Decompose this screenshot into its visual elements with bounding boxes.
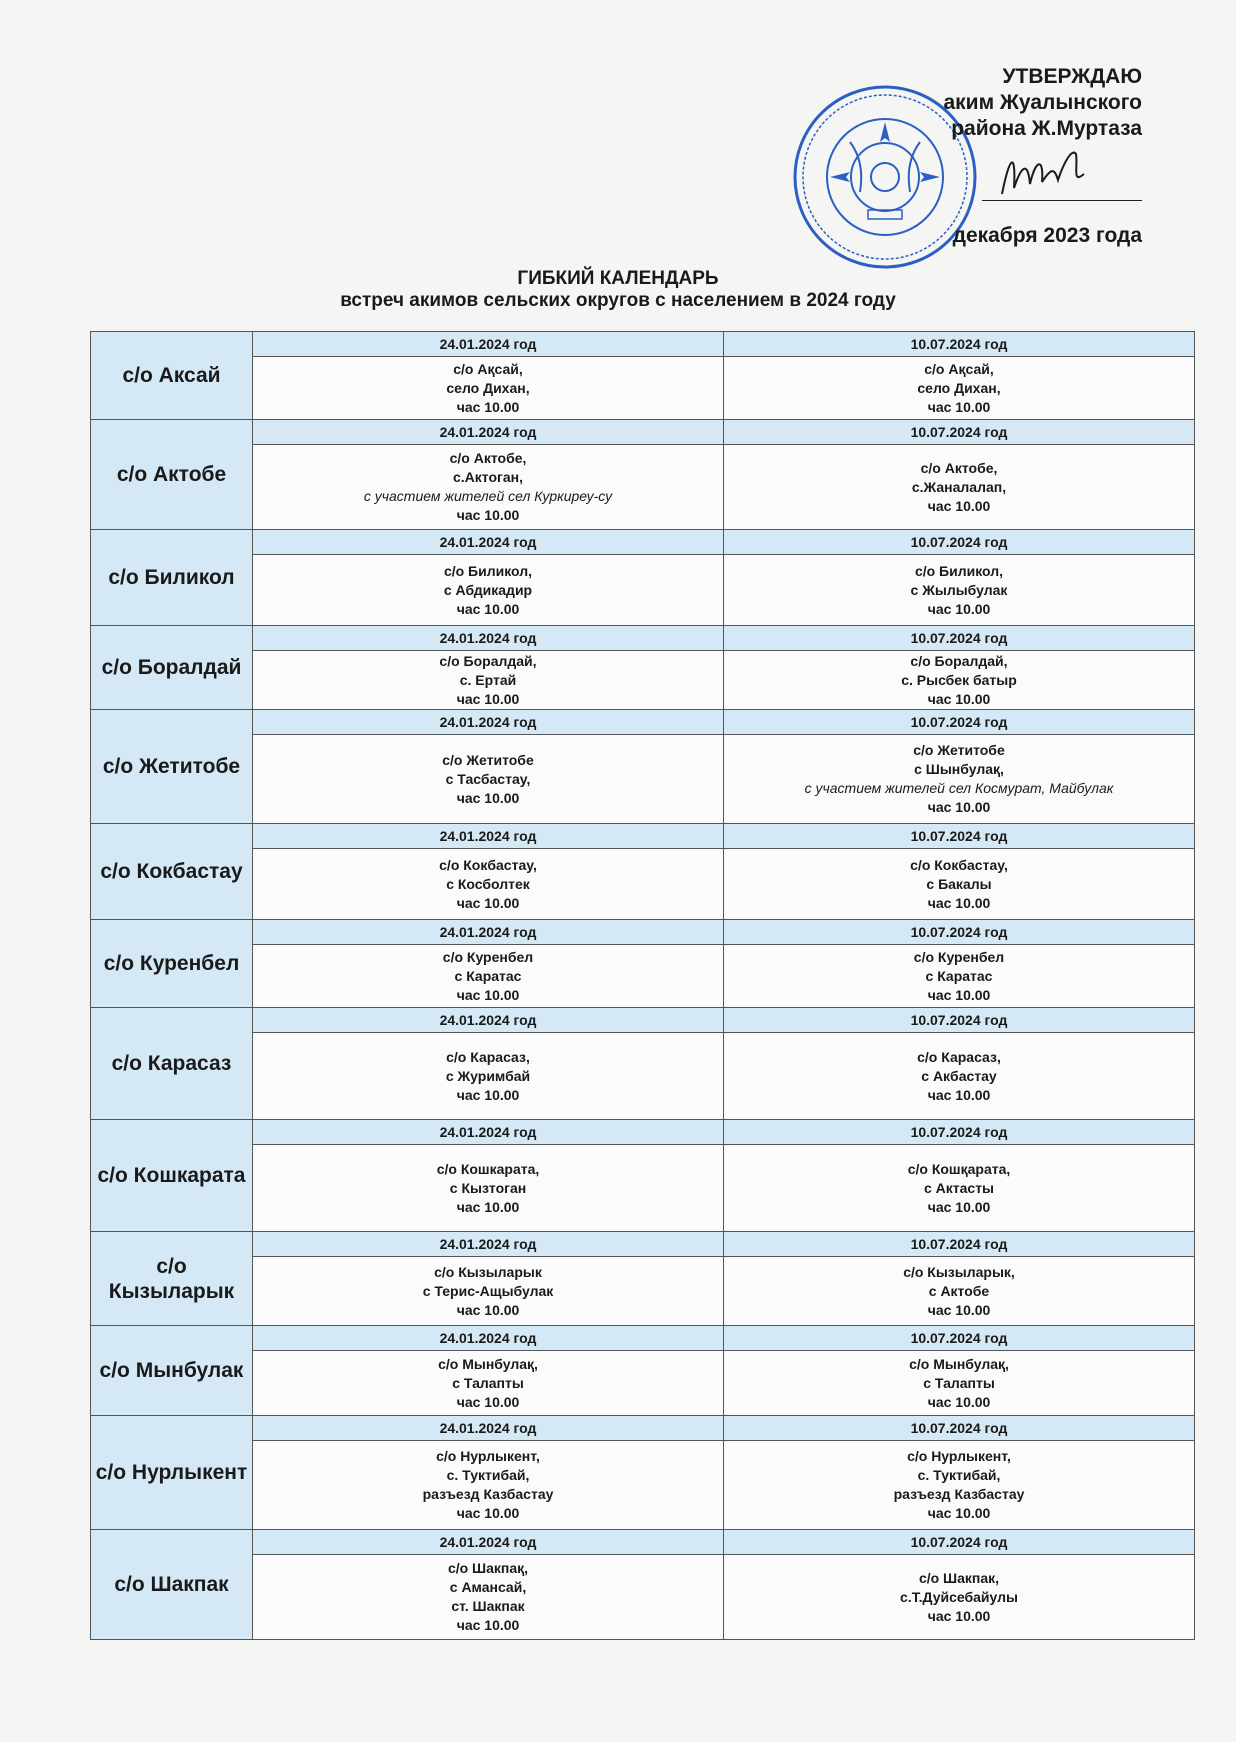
location-line: час 10.00 <box>456 1301 520 1318</box>
approval-block <box>943 64 1142 249</box>
district-name: с/о Кокбастау <box>91 824 253 920</box>
location-line: с/о Актобе, <box>920 459 998 476</box>
location-line: с.Актоган, <box>453 469 523 485</box>
location-line: с/о Мынбулақ, <box>909 1355 1009 1372</box>
table-row <box>91 1257 1195 1326</box>
meeting-location <box>253 1257 724 1326</box>
meeting-location <box>253 1351 724 1416</box>
location-line: с Кызтоган <box>449 1179 527 1196</box>
meeting-date: 24.01.2024 год <box>253 920 724 945</box>
meeting-location <box>253 1145 724 1232</box>
district-name: с/о Карасаз <box>91 1008 253 1120</box>
location-line: с/о Кызыларык, <box>903 1263 1015 1280</box>
location-line: час 10.00 <box>927 600 991 617</box>
meeting-location <box>724 445 1195 530</box>
table-row <box>91 945 1195 1008</box>
meeting-location <box>724 1351 1195 1416</box>
meeting-location <box>253 1555 724 1640</box>
district-name: с/о Кошкарата <box>91 1120 253 1232</box>
meeting-location <box>253 945 724 1008</box>
district-name: с/о Аксай <box>91 332 253 420</box>
meeting-date: 10.07.2024 год <box>724 920 1195 945</box>
location-line: с Каратас <box>454 967 522 984</box>
meeting-date: 10.07.2024 год <box>724 530 1195 555</box>
location-line: с/о Жетитобе <box>913 742 1005 758</box>
table-row <box>91 420 1195 445</box>
location-line: час 10.00 <box>927 894 991 911</box>
table-row <box>91 626 1195 651</box>
location-line: с Амансай, <box>449 1579 527 1595</box>
meeting-date: 10.07.2024 год <box>724 332 1195 357</box>
location-line: час 10.00 <box>927 1086 991 1103</box>
table-row <box>91 1416 1195 1441</box>
location-line: с Абдикадир <box>443 581 533 598</box>
location-line: с.Т.Дуйсебайулы <box>900 1588 1018 1605</box>
approval-name: района Ж.Муртаза <box>951 117 1142 140</box>
location-line: с Журимбай <box>445 1067 531 1084</box>
location-line: час 10.00 <box>456 1086 520 1103</box>
meeting-date: 10.07.2024 год <box>724 1326 1195 1351</box>
location-line: с Талапты <box>923 1374 995 1391</box>
table-row <box>91 651 1195 710</box>
meeting-date: 24.01.2024 год <box>253 530 724 555</box>
location-line: с/о Биликол, <box>443 562 533 579</box>
location-line: с/о Кошқарата, <box>907 1160 1011 1177</box>
location-line: час 10.00 <box>456 600 520 617</box>
table-row <box>91 1441 1195 1530</box>
table-row <box>91 332 1195 357</box>
meeting-location <box>724 651 1195 710</box>
meeting-date: 10.07.2024 год <box>724 1008 1195 1033</box>
location-line: село Дихан, <box>917 379 1001 396</box>
meeting-location <box>253 445 724 530</box>
location-line: с Тасбастау, <box>445 770 531 787</box>
location-line: с участием жителей сел Куркиреу-су <box>363 488 613 504</box>
district-name: с/о Кызыларык <box>91 1232 253 1326</box>
meeting-date: 24.01.2024 год <box>253 332 724 357</box>
location-line: час 10.00 <box>927 1198 991 1215</box>
meeting-location <box>724 357 1195 420</box>
location-line: час 10.00 <box>456 789 520 806</box>
location-line: час 10.00 <box>927 398 991 415</box>
location-line: с/о Шакпак, <box>918 1569 1000 1586</box>
location-line: час 10.00 <box>456 894 520 911</box>
location-line: с Шынбулақ, <box>914 761 1004 777</box>
table-row <box>91 824 1195 849</box>
meeting-location <box>724 1555 1195 1640</box>
location-line: ст. Шакпак <box>451 1598 525 1614</box>
location-line: с/о Карасаз, <box>446 1048 530 1065</box>
location-line: час 10.00 <box>927 1301 991 1318</box>
district-name: с/о Мынбулак <box>91 1326 253 1416</box>
approval-position: аким Жуалынского <box>943 91 1142 114</box>
location-line: с. Туктибай, <box>446 1467 530 1483</box>
location-line: с/о Актобе, <box>449 450 527 466</box>
location-line: с Жылыбулак <box>910 581 1008 598</box>
table-row <box>91 710 1195 735</box>
location-line: час 10.00 <box>456 1198 520 1215</box>
location-line: с/о Ақсай, <box>453 360 523 377</box>
meeting-date: 10.07.2024 год <box>724 626 1195 651</box>
location-line: с/о Боралдай, <box>910 652 1008 669</box>
table-row <box>91 735 1195 824</box>
table-row <box>91 1351 1195 1416</box>
location-line: с Акбастау <box>921 1067 997 1084</box>
meeting-date: 24.01.2024 год <box>253 1416 724 1441</box>
meeting-date: 24.01.2024 год <box>253 824 724 849</box>
location-line: час 10.00 <box>927 1393 991 1410</box>
location-line: разъезд Казбастау <box>893 1486 1025 1502</box>
meeting-date: 24.01.2024 год <box>253 626 724 651</box>
location-line: час 10.00 <box>456 1617 520 1633</box>
location-line: час 10.00 <box>456 507 520 523</box>
location-line: с. Рысбек батыр <box>901 671 1017 688</box>
table-row <box>91 530 1195 555</box>
district-name: с/о Шакпак <box>91 1530 253 1640</box>
meeting-date: 10.07.2024 год <box>724 1416 1195 1441</box>
meeting-date: 10.07.2024 год <box>724 1120 1195 1145</box>
location-line: час 10.00 <box>456 986 520 1003</box>
meeting-location <box>724 945 1195 1008</box>
meeting-location <box>253 651 724 710</box>
location-line: час 10.00 <box>927 986 991 1003</box>
meeting-location <box>724 555 1195 626</box>
location-line: с Талапты <box>452 1374 524 1391</box>
meeting-date: 24.01.2024 год <box>253 1530 724 1555</box>
location-line: час 10.00 <box>927 1607 991 1624</box>
location-line: с Бакалы <box>926 875 992 892</box>
district-name: с/о Актобе <box>91 420 253 530</box>
meeting-location <box>253 555 724 626</box>
meeting-location <box>253 357 724 420</box>
table-row <box>91 1530 1195 1555</box>
meeting-date: 24.01.2024 год <box>253 710 724 735</box>
meeting-location <box>253 1441 724 1530</box>
location-line: с Каратас <box>925 967 993 984</box>
meeting-date: 10.07.2024 год <box>724 420 1195 445</box>
page-title <box>0 268 1236 312</box>
table-row <box>91 849 1195 920</box>
location-line: с/о Нурлыкент, <box>907 1448 1011 1464</box>
table-row <box>91 1145 1195 1232</box>
location-line: с участием жителей сел Космурат, Майбулак <box>804 780 1114 796</box>
table-row <box>91 920 1195 945</box>
meeting-location <box>724 1033 1195 1120</box>
location-line: с. Ертай <box>459 671 517 688</box>
meeting-location <box>253 735 724 824</box>
approval-date: декабря 2023 года <box>952 224 1142 247</box>
location-line: час 10.00 <box>456 1505 520 1521</box>
meeting-location <box>724 1257 1195 1326</box>
location-line: с/о Кокбастау, <box>439 856 537 873</box>
location-line: село Дихан, <box>446 379 530 396</box>
location-line: час 10.00 <box>456 1393 520 1410</box>
meeting-location <box>724 849 1195 920</box>
location-line: час 10.00 <box>456 398 520 415</box>
location-line: с/о Нурлыкент, <box>436 1448 540 1464</box>
location-line: с/о Мынбулақ, <box>438 1355 538 1372</box>
table-row <box>91 1008 1195 1033</box>
title-line-2: встреч акимов сельских округов с населением в 2024 году <box>340 290 896 311</box>
meeting-date: 24.01.2024 год <box>253 420 724 445</box>
location-line: с/о Биликол, <box>914 562 1004 579</box>
location-line: разъезд Казбастау <box>422 1486 554 1502</box>
location-line: с/о Кызыларык <box>434 1263 542 1280</box>
location-line: с/о Боралдай, <box>439 652 537 669</box>
location-line: с. Туктибай, <box>917 1467 1001 1483</box>
signature-line <box>982 142 1142 201</box>
meeting-location <box>724 1145 1195 1232</box>
district-name: с/о Куренбел <box>91 920 253 1008</box>
district-name: с/о Жетитобе <box>91 710 253 824</box>
meeting-date: 10.07.2024 год <box>724 824 1195 849</box>
calendar-table <box>90 331 1195 1640</box>
district-name: с/о Биликол <box>91 530 253 626</box>
location-line: час 10.00 <box>927 1505 991 1521</box>
location-line: с/о Куренбел <box>442 948 534 965</box>
meeting-date: 24.01.2024 год <box>253 1326 724 1351</box>
meeting-location <box>253 849 724 920</box>
title-line-1: ГИБКИЙ КАЛЕНДАРЬ <box>517 268 719 289</box>
meeting-location <box>253 1033 724 1120</box>
meeting-date: 10.07.2024 год <box>724 710 1195 735</box>
table-row <box>91 1033 1195 1120</box>
district-name: с/о Боралдай <box>91 626 253 710</box>
location-line: с.Жаналалап, <box>911 478 1007 495</box>
location-line: с Терис-Ащыбулак <box>422 1282 554 1299</box>
meeting-date: 24.01.2024 год <box>253 1008 724 1033</box>
location-line: с Косболтек <box>446 875 530 892</box>
meeting-location <box>724 735 1195 824</box>
location-line: с Актобе <box>928 1282 990 1299</box>
location-line: с/о Шакпақ, <box>447 1560 529 1576</box>
district-name: с/о Нурлыкент <box>91 1416 253 1530</box>
location-line: с/о Ақсай, <box>924 360 994 377</box>
location-line: с/о Куренбел <box>913 948 1005 965</box>
location-line: час 10.00 <box>927 799 991 815</box>
location-line: с/о Кошкарата, <box>436 1160 540 1177</box>
location-line: час 10.00 <box>456 690 520 707</box>
meeting-date: 10.07.2024 год <box>724 1530 1195 1555</box>
table-row <box>91 1326 1195 1351</box>
location-line: час 10.00 <box>927 497 991 514</box>
location-line: с Актасты <box>923 1179 995 1196</box>
location-line: с/о Кокбастау, <box>910 856 1008 873</box>
meeting-location <box>724 1441 1195 1530</box>
table-row <box>91 555 1195 626</box>
table-row <box>91 1120 1195 1145</box>
table-row <box>91 357 1195 420</box>
meeting-date: 24.01.2024 год <box>253 1232 724 1257</box>
location-line: с/о Карасаз, <box>917 1048 1001 1065</box>
location-line: час 10.00 <box>927 690 991 707</box>
signature-icon <box>992 144 1102 200</box>
approval-heading: УТВЕРЖДАЮ <box>1002 65 1142 88</box>
table-row <box>91 445 1195 530</box>
table-row <box>91 1232 1195 1257</box>
meeting-date: 10.07.2024 год <box>724 1232 1195 1257</box>
meeting-date: 24.01.2024 год <box>253 1120 724 1145</box>
table-row <box>91 1555 1195 1640</box>
location-line: с/о Жетитобе <box>442 751 534 768</box>
